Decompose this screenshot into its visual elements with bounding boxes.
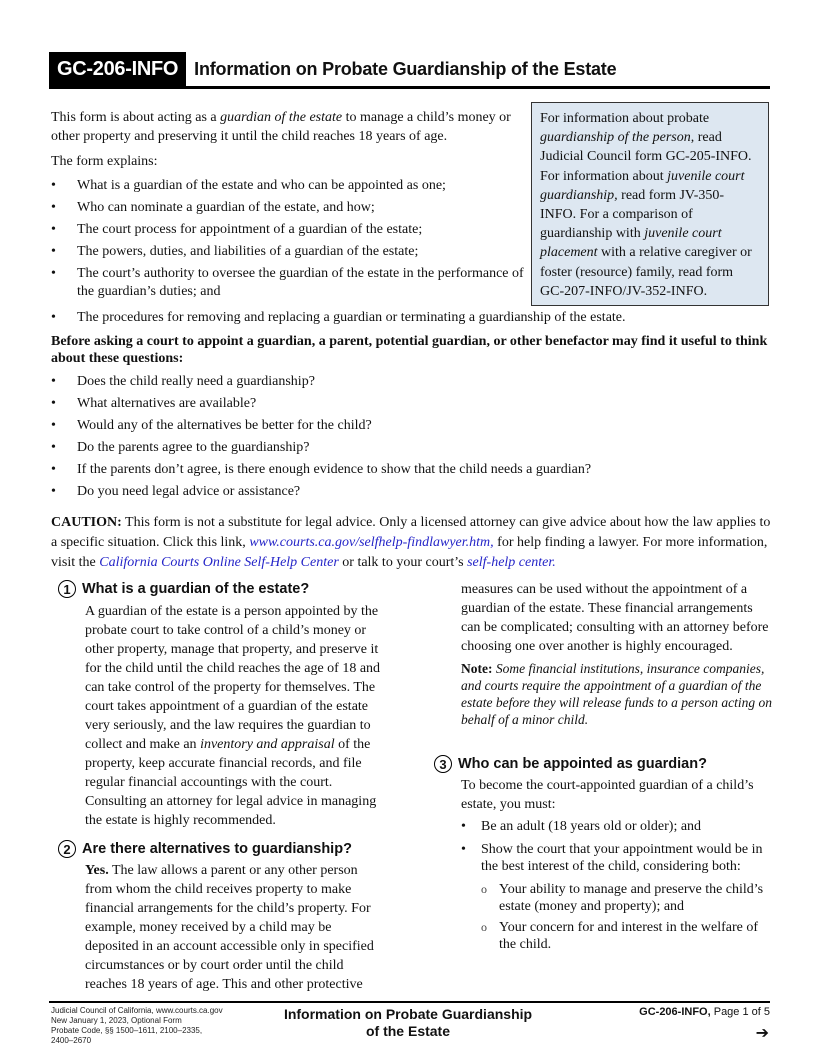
- section-number-badge: 3: [434, 755, 452, 773]
- requirements-list: [461, 818, 774, 953]
- form-code-badge: GC-206-INFO: [49, 52, 186, 86]
- list-item: • Show the court that your appointment would be in the best interest of the child, considering both: o Your ability to manage and preserve the child’s estate (money and property); and o Your concern for and interest in the welfare of the child.: [461, 841, 774, 953]
- considerations-list: [481, 881, 774, 953]
- explains-label: The form explains:: [51, 154, 158, 169]
- explains-list: [51, 177, 526, 301]
- list-item: • Does the child really need a guardianship?: [51, 373, 771, 391]
- section-3: [434, 753, 774, 959]
- section-2: [58, 838, 388, 998]
- list-item: • Do you need legal advice or assistance?: [51, 483, 771, 501]
- list-item: • If the parents don’t agree, is there enough evidence to show that the child needs a guardian?: [51, 461, 771, 479]
- questions-list: [51, 373, 771, 505]
- related-forms-infobox: For information about probate guardianship of the person, read Judicial Council form GC-205-INFO. For information about juvenile court guardianship, read form JV-350-INFO. For a comparison of guardianship with juvenile court placement with a relative caregiver or foster (resource) family, read form GC-207-INFO/JV-352-INFO.: [531, 102, 769, 306]
- intro-paragraph: This form is about acting as a guardian of the estate to manage a child’s money or other property and preserving it until the child reaches 18 years of age.: [51, 110, 511, 144]
- list-item: • Would any of the alternatives be better for the child?: [51, 417, 771, 435]
- footer-citation: [51, 1006, 223, 1046]
- list-item: • The court’s authority to oversee the guardian of the estate in the performance of the guardian’s duties; and: [51, 265, 526, 301]
- self-help-center-link[interactable]: California Courts Online Self-Help Center: [99, 555, 339, 570]
- header-divider: [49, 86, 770, 89]
- section-number-badge: 1: [58, 580, 76, 598]
- section-title: What is a guardian of the estate?: [82, 581, 310, 597]
- footer-title-line: Information on Probate Guardianship: [283, 1006, 533, 1022]
- list-item: • The court process for appointment of a guardian of the estate;: [51, 221, 526, 239]
- caution-label: CAUTION:: [51, 515, 122, 530]
- footer-title-line: of the Estate: [365, 1023, 450, 1039]
- list-item: • Do the parents agree to the guardianship?: [51, 439, 771, 457]
- section-paragraph: measures can be used without the appointment of a guardian of the estate. These financial arrangements can be complicated; consulting with an attorney before choosing one over another is highly encouraged.: [461, 582, 769, 654]
- section-paragraph: A guardian of the estate is a person appointed by the probate court to take control of a child’s money or other property, manage that property, and preserve it for the child until the child reaches the age of 18 and can take control of the property for themselves. The court takes appointment of a guardian of the estate very seriously, and the law requires the guardian to collect and make an inventory and appraisal of the property, keep accurate financial records, and file regular financial accountings with the court. Consulting an attorney for legal advice in managing the estate is highly recommended.: [85, 604, 381, 828]
- section-paragraph: To become the court-appointed guardian of a child’s estate, you must:: [461, 778, 754, 812]
- list-item: o Your concern for and interest in the welfare of the child.: [481, 919, 774, 953]
- footer-divider: [49, 1001, 770, 1003]
- page-title: Information on Probate Guardianship of the Estate: [194, 58, 617, 79]
- local-self-help-link[interactable]: self-help center.: [467, 555, 556, 570]
- list-item: • Be an adult (18 years old or older); and: [461, 818, 774, 835]
- list-item: • What is a guardian of the estate and who can be appointed as one;: [51, 177, 526, 195]
- footer-title: [258, 1006, 558, 1040]
- questions-heading: Before asking a court to appoint a guardian, a parent, potential guardian, or other benefactor may find it useful to think about these questions:: [51, 334, 768, 366]
- list-item: • The powers, duties, and liabilities of a guardian of the estate;: [51, 243, 526, 261]
- footer-line: New January 1, 2023, Optional Form: [51, 1016, 182, 1025]
- section-title: Who can be appointed as guardian?: [458, 756, 707, 772]
- find-lawyer-link[interactable]: www.courts.ca.gov/selfhelp-findlawyer.htm,: [249, 535, 494, 550]
- section-note: Note: Some financial institutions, insurance companies, and courts require the appointment of a guardian of the estate before they will release funds to a person acting on behalf of a minor child.: [461, 661, 772, 727]
- intro-section: [51, 108, 526, 305]
- footer-line: Judicial Council of California, www.courts.ca.gov: [51, 1006, 223, 1015]
- caution-notice: CAUTION: This form is not a substitute for legal advice. Only a licensed attorney can give advice about how the law applies to a specific situation. Click this link, www.courts.ca.gov/selfhelp-findlawyer.htm, for help finding a lawyer. For more information, visit the California Courts Online Self-Help Center or talk to your court’s self-help center.: [51, 515, 771, 570]
- list-item: • Who can nominate a guardian of the estate, and how;: [51, 199, 526, 217]
- page-header: [49, 52, 770, 86]
- footer-line: 2400–2670: [51, 1036, 92, 1045]
- list-item: o Your ability to manage and preserve the child’s estate (money and property); and: [481, 881, 774, 915]
- section-title: Are there alternatives to guardianship?: [82, 841, 352, 857]
- list-item: • What alternatives are available?: [51, 395, 771, 413]
- section-2-continued: [434, 580, 774, 732]
- section-1: [58, 578, 388, 834]
- list-item: • The procedures for removing and replacing a guardian or terminating a guardianship of the estate.: [51, 309, 771, 327]
- section-paragraph: Yes. The law allows a parent or any other person from whom the child receives property to make financial arrangements for the child’s property. For example, money received by a child may be deposited in an account accessible only in specified circumstances or by court order until the child reaches 18 years of age. This and other protective: [85, 863, 374, 992]
- explains-list-continued: [51, 309, 771, 331]
- page-indicator: GC-206-INFO, Page 1 of 5: [639, 1006, 770, 1018]
- next-page-arrow-icon[interactable]: ➔: [755, 1023, 769, 1042]
- section-number-badge: 2: [58, 840, 76, 858]
- footer-line: Probate Code, §§ 1500–1611, 2100–2335,: [51, 1026, 203, 1035]
